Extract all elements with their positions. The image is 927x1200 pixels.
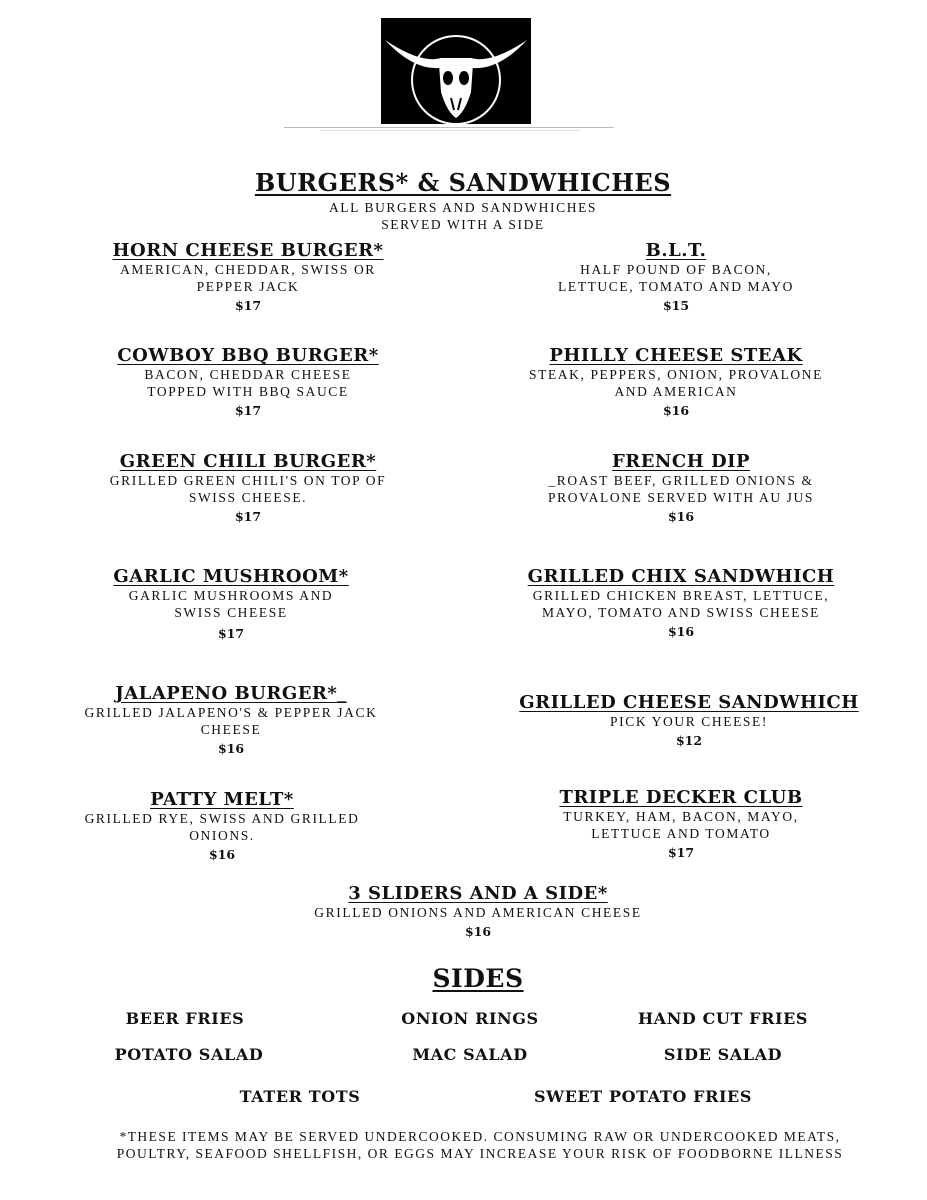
item-desc: AMERICAN, CHEDDAR, SWISS OR <box>120 262 376 277</box>
item-desc: STEAK, PEPPERS, ONION, PROVALONE <box>529 367 823 382</box>
item-desc: PICK YOUR CHEESE! <box>610 714 768 729</box>
item-desc: _ROAST BEEF, GRILLED ONIONS & <box>548 473 814 488</box>
item-desc: GRILLED JALAPENO'S & PEPPER JACK <box>84 705 378 720</box>
menu-item <box>476 345 876 418</box>
footnote-line-1: *THESE ITEMS MAY BE SERVED UNDERCOOKED. CONSUMING RAW OR UNDERCOOKED MEATS, <box>119 1129 841 1144</box>
menu-item <box>31 683 431 756</box>
item-desc: GRILLED CHICKEN BREAST, LETTUCE, <box>532 588 830 603</box>
footnote <box>60 1128 900 1162</box>
longhorn-skull-icon <box>381 18 531 124</box>
logo-divider-2 <box>320 130 580 131</box>
item-name: COWBOY BBQ BURGER* <box>117 345 379 366</box>
item-price: $16 <box>667 509 695 524</box>
item-desc: GRILLED RYE, SWISS AND GRILLED <box>84 811 360 826</box>
side-item: MAC SALAD <box>412 1045 528 1064</box>
item-name: TRIPLE DECKER CLUB <box>559 787 803 808</box>
footnote-line-2: POULTRY, SEAFOOD SHELLFISH, OR EGGS MAY INCREASE YOUR RISK OF FOODBORNE ILLNESS <box>116 1146 844 1161</box>
menu-item <box>481 566 881 639</box>
side-item: TATER TOTS <box>239 1087 361 1106</box>
item-price: $16 <box>217 741 245 756</box>
menu-item <box>489 692 889 748</box>
menu-item <box>481 787 881 860</box>
item-desc: ONIONS. <box>189 828 255 843</box>
item-desc: HALF POUND OF BACON, <box>580 262 772 277</box>
item-desc: AND AMERICAN <box>614 384 738 399</box>
item-price: $17 <box>234 298 262 313</box>
menu-item <box>48 451 448 524</box>
side-item: HAND CUT FRIES <box>637 1009 809 1028</box>
item-name: B.L.T. <box>645 240 707 261</box>
item-price: $17 <box>217 626 245 641</box>
section-header <box>163 168 763 233</box>
item-price: $15 <box>662 298 690 313</box>
menu-item <box>476 240 876 313</box>
logo-divider <box>284 127 614 128</box>
menu-item <box>228 883 728 939</box>
menu-item <box>48 345 448 418</box>
side-item: ONION RINGS <box>401 1009 539 1028</box>
item-name: PATTY MELT* <box>150 789 294 810</box>
item-name: GRILLED CHIX SANDWHICH <box>527 566 835 587</box>
item-desc: MAYO, TOMATO AND SWISS CHEESE <box>541 605 821 620</box>
sides-title: SIDES <box>432 964 524 993</box>
item-price: $16 <box>208 847 236 862</box>
side-item: SIDE SALAD <box>663 1045 783 1064</box>
item-name: JALAPENO BURGER*_ <box>115 683 347 704</box>
logo <box>381 18 531 124</box>
item-name: FRENCH DIP <box>611 451 751 472</box>
side-item: BEER FRIES <box>125 1009 245 1028</box>
menu-item <box>22 789 422 862</box>
item-desc: GRILLED ONIONS AND AMERICAN CHEESE <box>314 905 642 920</box>
item-name: 3 SLIDERS AND A SIDE* <box>348 883 608 904</box>
item-desc: LETTUCE AND TOMATO <box>591 826 771 841</box>
item-name: HORN CHEESE BURGER* <box>112 240 384 261</box>
menu-item <box>481 451 881 524</box>
item-name: GREEN CHILI BURGER* <box>119 451 377 472</box>
item-price: $17 <box>234 509 262 524</box>
menu-item <box>48 240 448 313</box>
item-price: $16 <box>667 624 695 639</box>
item-name: GARLIC MUSHROOM* <box>113 566 349 587</box>
menu-item <box>31 566 431 641</box>
item-price: $17 <box>234 403 262 418</box>
item-price: $17 <box>667 845 695 860</box>
side-item: SWEET POTATO FRIES <box>533 1087 753 1106</box>
item-desc: LETTUCE, TOMATO AND MAYO <box>558 279 794 294</box>
item-desc: PEPPER JACK <box>196 279 300 294</box>
item-price: $16 <box>464 924 492 939</box>
item-desc: CHEESE <box>200 722 262 737</box>
item-name: PHILLY CHEESE STEAK <box>549 345 803 366</box>
section-subtitle-1: ALL BURGERS AND SANDWHICHES <box>328 200 598 215</box>
item-desc: TOPPED WITH BBQ SAUCE <box>147 384 349 399</box>
section-title: BURGERS* & SANDWHICHES <box>254 168 672 197</box>
item-desc: SWISS CHEESE. <box>188 490 308 505</box>
item-desc: PROVALONE SERVED WITH AU JUS <box>548 490 814 505</box>
item-name: GRILLED CHEESE SANDWHICH <box>519 692 859 713</box>
item-desc: GARLIC MUSHROOMS AND <box>128 588 334 603</box>
item-desc: SWISS CHEESE <box>174 605 288 620</box>
section-subtitle-2: SERVED WITH A SIDE <box>381 217 545 232</box>
item-desc: TURKEY, HAM, BACON, MAYO, <box>563 809 799 824</box>
item-desc: BACON, CHEDDAR CHEESE <box>144 367 352 382</box>
item-desc: GRILLED GREEN CHILI'S ON TOP OF <box>109 473 387 488</box>
item-price: $16 <box>662 403 690 418</box>
side-item: POTATO SALAD <box>114 1045 264 1064</box>
sides-header <box>378 964 578 993</box>
item-price: $12 <box>675 733 703 748</box>
